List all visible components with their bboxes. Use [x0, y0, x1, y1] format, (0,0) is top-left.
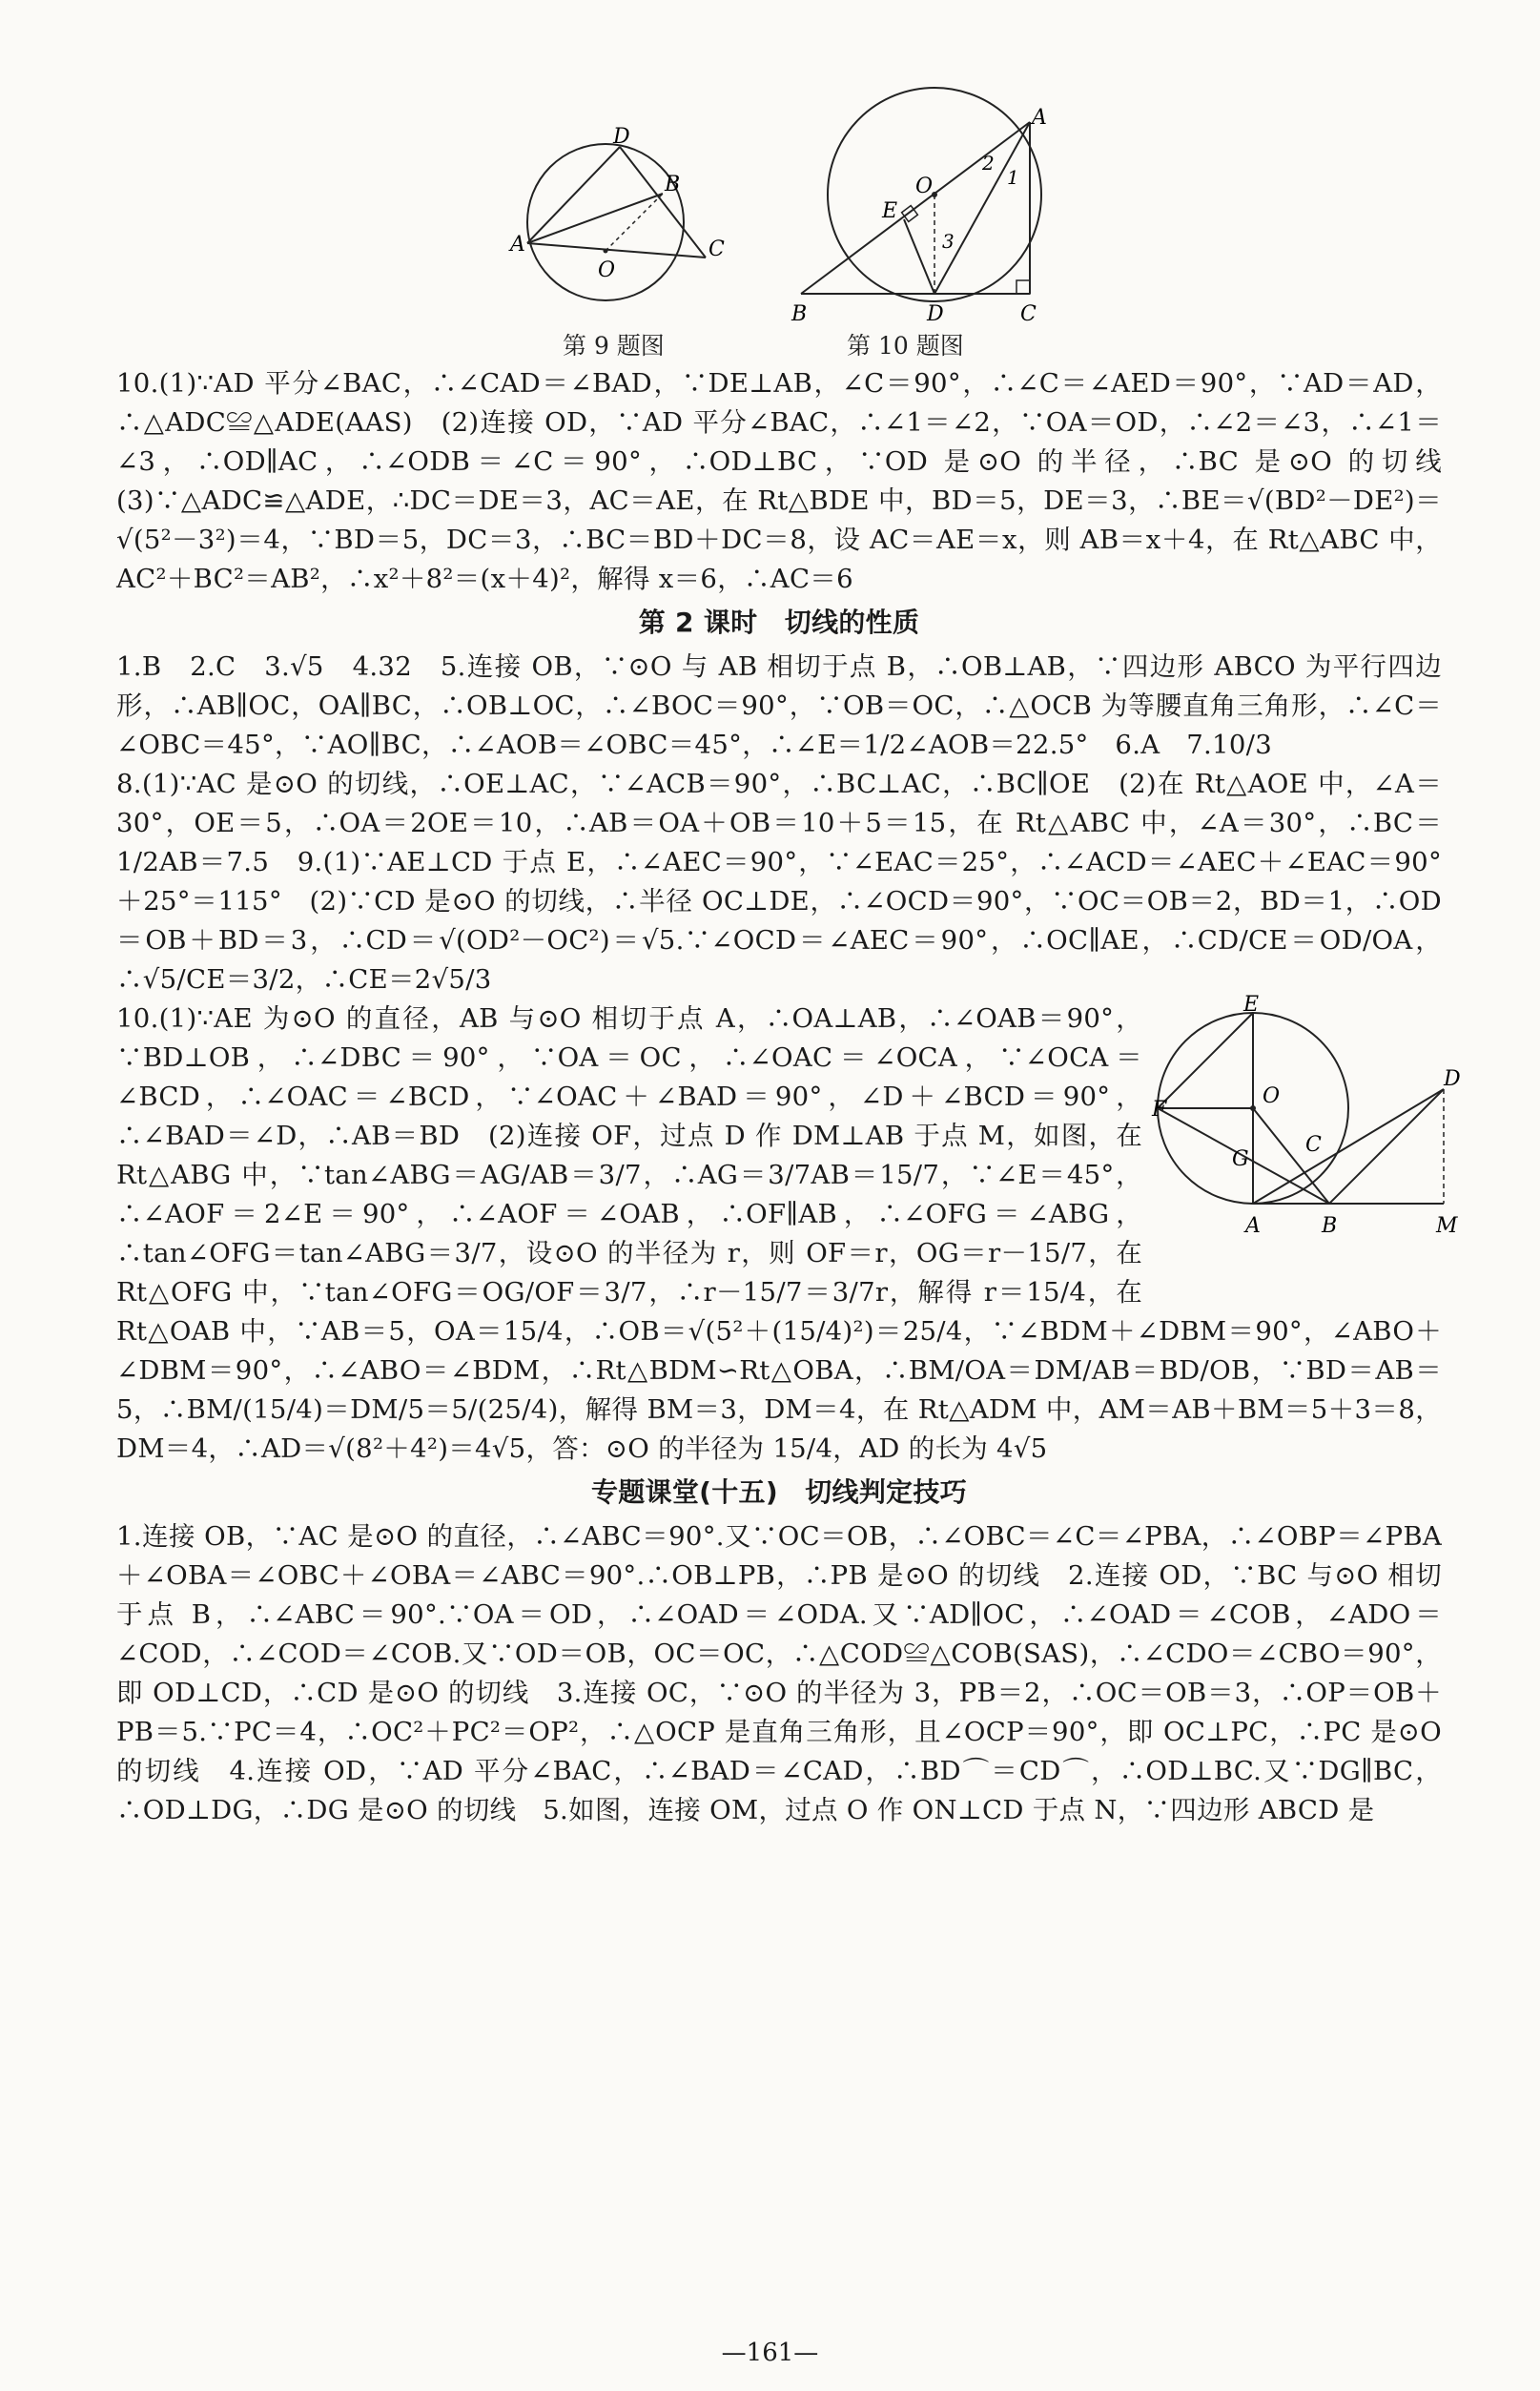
fig10-label-o: O — [915, 175, 934, 198]
fig-l2-label-o: O — [1263, 1084, 1281, 1108]
answer-paragraph: 10.(1)∵AD 平分∠BAC，∴∠CAD＝∠BAD，∵DE⊥AB，∠C＝90°，∴∠C＝∠AED＝90°，∵AD＝AD，∴△ADC≌△ADE(AAS) (2)连接 OD，∵AD 平分∠BAC，∴∠1＝∠2，∵OA＝OD，∴∠2＝∠3，∴∠1＝∠3，∴OD∥AC，∴∠ODB＝∠C＝90°，∴OD⊥BC，∵OD 是⊙O 的半径，∴BC 是⊙O 的切线 (3)∵△ADC≌△ADE，∴DC＝DE＝3，AC＝AE，在 Rt△BDE 中，BD＝5，DE＝3，∴BE＝√(BD²－DE²)＝√(5²－3²)＝4，∵BD＝5，DC＝3，∴BC＝BD＋DC＝8，设 AC＝AE＝x，则 AB＝x＋4，在 Rt△ABC 中，AC²＋BC²＝AB²，∴x²＋8²＝(x＋4)²，解得 x＝6，∴AC＝6 — [116, 368, 1468, 594]
fig-l2-label-a: A — [1245, 1214, 1262, 1238]
fig10-label-d: D — [927, 302, 944, 326]
section-title-lesson-2: 第 2 课时 切线的性质 — [638, 607, 920, 638]
fig9-label-o: O — [598, 258, 616, 282]
fig9-label-a: A — [510, 233, 525, 257]
fig-l2-label-d: D — [1444, 1067, 1461, 1091]
page-number: —161— — [721, 2339, 819, 2367]
figure-10-caption: 第 10 题图 — [847, 332, 964, 360]
fig-l2-label-c: C — [1305, 1133, 1323, 1157]
answer-paragraph: 1.连接 OB，∵AC 是⊙O 的直径，∴∠ABC＝90°.又∵OC＝OB，∴∠OBC＝∠C＝∠PBA，∴∠OBP＝∠PBA＋∠OBA＝∠OBC＋∠OBA＝∠ABC＝90°.∴OB⊥PB，∴PB 是⊙O 的切线 2.连接 OD，∵BC 与⊙O 相切于点 B，∴∠ABC＝90°.∵OA＝OD，∴∠OAD＝∠ODA.又∵AD∥OC，∴∠OAD＝∠COB，∠ADO＝∠COD，∴∠COD＝∠COB.又∵OD＝OB，OC＝OC，∴△COD≌△COB(SAS)，∴∠CDO＝∠CBO＝90°，即 OD⊥CD，∴CD 是⊙O 的切线 3.连接 OC，∵⊙O 的半径为 3，PB＝2，∴OC＝OB＝3，∴OP＝OB＋PB＝5.∵PC＝4，∴OC²＋PC²＝OP²，∴△OCP 是直角三角形，且∠OCP＝90°，即 OC⊥PC，∴PC 是⊙O 的切线 4.连接 OD，∵AD 平分∠BAC，∴∠BAD＝∠CAD，∴BD⌒＝CD⌒，∴OD⊥BC.又∵DG∥BC，∴OD⊥DG，∴DG 是⊙O 的切线 5.如图，连接 OM，过点 O 作 ON⊥CD 于点 N，∵四边形 ABCD 是 — [116, 1521, 1442, 1825]
fig-l2-label-f: F — [1152, 1098, 1167, 1122]
fig-l2-label-b: B — [1322, 1214, 1338, 1238]
fig10-label-1: 1 — [1007, 166, 1019, 189]
figure-9-diagram — [510, 113, 758, 322]
lesson2-q10-diagram — [1152, 993, 1463, 1280]
fig10-label-2: 2 — [982, 152, 995, 175]
figures-row — [0, 106, 1540, 361]
fig9-label-d: D — [613, 125, 630, 149]
fig9-label-c: C — [708, 237, 725, 261]
fig-l2-label-g: G — [1232, 1147, 1249, 1171]
figure-9-caption: 第 9 题图 — [563, 332, 665, 360]
answer-paragraph: 8.(1)∵AC 是⊙O 的切线，∴OE⊥AC，∵∠ACB＝90°，∴BC⊥AC，∴BC∥OE (2)在 Rt△AOE 中，∠A＝30°，OE＝5，∴OA＝2OE＝10，∴AB＝OA＋OB＝10＋5＝15，在 Rt△ABC 中，∠A＝30°，∴BC＝1/2AB＝7.5 9.(1)∵AE⊥CD 于点 E，∴∠AEC＝90°，∵∠EAC＝25°，∴∠ACD＝∠AEC＋∠EAC＝90°＋25°＝115° (2)∵CD 是⊙O 的切线，∴半径 OC⊥DE，∴∠OCD＝90°，∵OC＝OB＝2，BD＝1，∴OD＝OB＋BD＝3，∴CD＝√(OD²－OC²)＝√5.∵∠OCD＝∠AEC＝90°，∴OC∥AE，∴CD/CE＝OD/OA，∴√5/CE＝3/2，∴CE＝2√5/3 — [116, 769, 1442, 995]
answer-paragraph: 10.(1)∵AE 为⊙O 的直径，AB 与⊙O 相切于点 A，∴OA⊥AB，∴∠OAB＝90°，∵BD⊥OB，∴∠DBC＝90°，∵OA＝OC，∴∠OAC＝∠OCA，∵∠OCA＝∠BCD，∴∠OAC＝∠BCD，∵∠OAC＋∠BAD＝90°，∠D＋∠BCD＝90°，∴∠BAD＝∠D，∴AB＝BD (2)连接 OF，过点 D 作 DM⊥AB 于点 M，如图，在 Rt△ABG 中，∵tan∠ABG＝AG/AB＝3/7，∴AG＝3/7AB＝15/7，∵∠E＝45°，∴∠AOF＝2∠E＝90°，∴∠AOF＝∠OAB，∴OF∥AB，∴∠OFG＝∠ABG，∴tan∠OFG＝tan∠ABG＝3/7，设⊙O 的半径为 r，则 OF＝r，OG＝r－15/7，在 Rt△OFG 中，∵tan∠OFG＝OG/OF＝3/7，∴r－15/7＝3/7r，解得 r＝15/4，在 Rt△OAB 中，∵AB＝5，OA＝15/4，∴OB＝√(5²＋(15/4)²)＝25/4，∵∠BDM＋∠DBM＝90°，∠ABO＋∠DBM＝90°，∴∠ABO＝∠BDM，∴Rt△BDM∽Rt△OBA，∴BM/OA＝DM/AB＝BD/OB，∵BD＝AB＝5，∴BM/(15/4)＝DM/5＝5/(25/4)，解得 BM＝3，DM＝4，在 Rt△ADM 中，AM＝AB＋BM＝5＋3＝8，DM＝4，∴AD＝√(8²＋4²)＝4√5，答：⊙O 的半径为 15/4，AD 的长为 4√5 — [116, 1003, 1442, 1464]
fig-l2-label-m: M — [1436, 1214, 1458, 1238]
fig10-label-e: E — [882, 199, 898, 223]
fig10-label-c: C — [1020, 302, 1037, 326]
fig10-label-a: A — [1032, 106, 1047, 130]
fig10-label-3: 3 — [942, 230, 955, 253]
fig-l2-label-e: E — [1243, 993, 1260, 1017]
fig10-label-b: B — [791, 302, 808, 326]
answer-paragraph: 1.B 2.C 3.√5 4.32 5.连接 OB，∵⊙O 与 AB 相切于点 B，∴OB⊥AB，∵四边形 ABCO 为平行四边形，∴AB∥OC，OA∥BC，∴OB⊥OC，∴∠BOC＝90°，∵OB＝OC，∴△OCB 为等腰直角三角形，∴∠C＝∠OBC＝45°，∵AO∥BC，∴∠AOB＝∠OBC＝45°，∴∠E＝1/2∠AOB＝22.5° 6.A 7.10/3 — [116, 651, 1442, 760]
figure-10-diagram — [782, 106, 1058, 341]
fig9-label-b: B — [665, 173, 681, 196]
answer-content — [116, 364, 1468, 1830]
section-title-topic-15: 专题课堂(十五) 切线判定技巧 — [590, 1476, 968, 1508]
